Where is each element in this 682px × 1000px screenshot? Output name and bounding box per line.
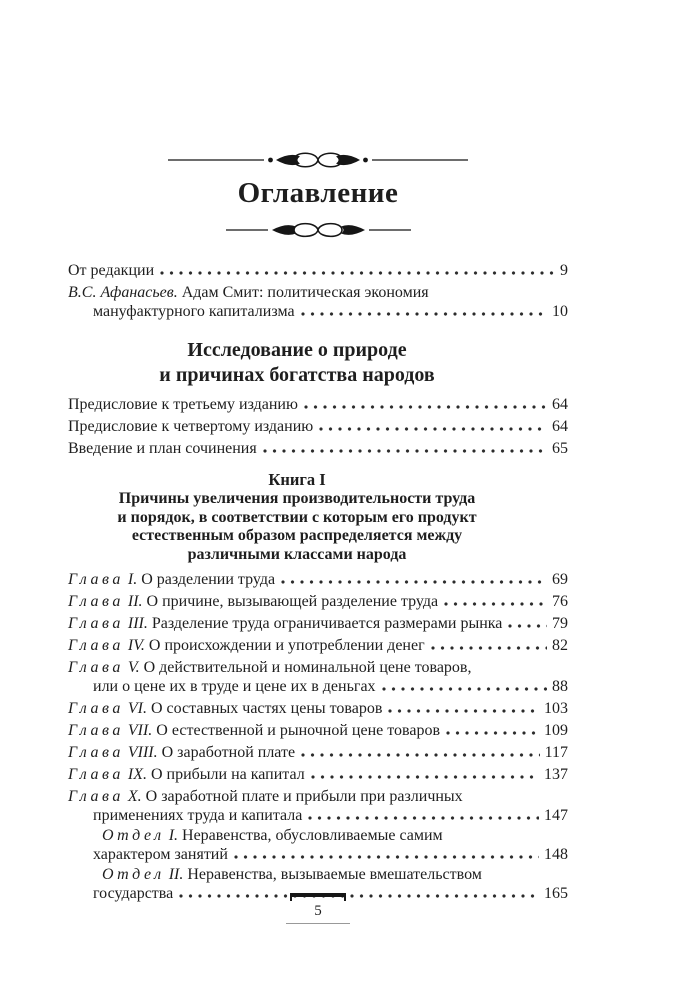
toc-entry — [68, 787, 568, 825]
dot-leader — [431, 646, 547, 650]
entry-title-text: характером занятий — [93, 846, 228, 863]
entry-title-text: или о цене их в труде и цене их в деньгах — [93, 678, 376, 695]
entry-text — [68, 592, 438, 611]
entry-text — [68, 636, 425, 655]
entry-title-text: Разделение труда ограничивается размерами рынка — [151, 615, 503, 632]
entry-page-number: 76 — [552, 593, 568, 610]
entry-line — [68, 283, 568, 302]
entry-text — [68, 743, 295, 762]
entry-title-text: Неравенства, обусловливаемые самим — [182, 827, 443, 844]
book-subtitle-line: различными классами народа — [187, 545, 407, 563]
entry-line — [68, 614, 568, 633]
entry-line — [68, 699, 568, 718]
dot-leader — [301, 312, 547, 316]
entry-page-number: 82 — [552, 637, 568, 654]
entry-title-text: О причине, вызывающей разделение труда — [146, 593, 439, 610]
dot-leader — [382, 687, 547, 691]
toc-entry — [68, 743, 568, 762]
footer-bottom-rule — [286, 923, 350, 924]
entry-page-number: 64 — [552, 396, 568, 413]
entry-page-number: 88 — [552, 678, 568, 695]
entry-lead: Глава — [68, 637, 124, 654]
entry-text — [102, 866, 482, 883]
toc-entry — [68, 261, 568, 280]
entry-page-number: 148 — [544, 846, 568, 863]
entry-lead-numeral: VIII. — [127, 744, 158, 761]
entry-line — [68, 845, 568, 864]
entry-line — [68, 570, 568, 589]
entry-lead: В.С. Афанасьев. — [68, 284, 178, 301]
toc-entry — [68, 439, 568, 458]
work-title-line: Исследование о природе — [187, 339, 407, 361]
entry-line — [68, 592, 568, 611]
toc-entry — [68, 570, 568, 589]
entry-title-text: государства — [93, 885, 174, 902]
entry-lead: Глава — [68, 788, 124, 805]
entry-text — [93, 806, 302, 825]
entry-lead-numeral: IX. — [127, 766, 147, 783]
entry-lead-numeral: IV. — [127, 637, 145, 654]
entry-page-number: 65 — [552, 440, 568, 457]
entry-text — [68, 284, 429, 301]
dot-leader — [388, 709, 539, 713]
entry-page-number: 117 — [544, 744, 568, 761]
book-subtitle-line: Причины увеличения производительности труда — [118, 490, 476, 507]
entry-line — [68, 302, 568, 321]
entry-lead: Глава — [68, 700, 124, 717]
dot-leader — [160, 271, 555, 275]
entry-title-text: Предисловие к третьему изданию — [68, 396, 298, 413]
entry-lead: Глава — [68, 766, 124, 783]
infinity-flourish-divider-small-icon — [226, 219, 411, 241]
entry-text — [68, 659, 471, 676]
entry-title-text: О заработной плате — [161, 744, 296, 761]
entry-lead-numeral: III. — [127, 615, 148, 632]
toc-entry — [68, 699, 568, 718]
book-heading — [68, 470, 526, 564]
entry-page-number: 147 — [544, 807, 568, 824]
entry-page-number: 79 — [552, 615, 568, 632]
entry-lead-numeral: II. — [127, 593, 143, 610]
entry-text — [102, 827, 443, 844]
entry-line — [68, 658, 568, 677]
dot-leader — [319, 427, 547, 431]
entry-page-number: 64 — [552, 418, 568, 435]
table-of-contents — [68, 261, 568, 903]
toc-section — [68, 570, 568, 903]
work-title-line: и причинах богатства народов — [159, 364, 435, 386]
entry-text — [93, 302, 295, 321]
entry-line — [68, 787, 568, 806]
entry-text — [68, 699, 382, 718]
entry-title-text: Предисловие к четвертому изданию — [68, 418, 314, 435]
book-subtitle-line: и порядок, в соответствии с которым его продукт — [117, 508, 477, 526]
toc-section — [68, 261, 568, 321]
entry-title-text: Адам Смит: политическая экономия — [181, 284, 429, 301]
toc-entry — [68, 417, 568, 436]
dot-leader — [446, 731, 539, 735]
entry-lead-numeral: X. — [127, 788, 142, 805]
entry-text — [68, 721, 440, 740]
toc-entry — [68, 721, 568, 740]
entry-title-text: Неравенства, вызываемые вмешательством — [187, 866, 482, 883]
dot-leader — [281, 580, 547, 584]
dot-leader — [444, 602, 547, 606]
dot-leader — [263, 449, 547, 453]
entry-title-text: мануфактурного капитализма — [93, 303, 295, 320]
dot-leader — [308, 816, 539, 820]
entry-text — [93, 845, 228, 864]
entry-lead: Отдел — [102, 827, 165, 844]
toc-section — [68, 395, 568, 458]
entry-title-text: О действительной и номинальной цене товаров, — [143, 659, 472, 676]
book-subtitle-line: естественным образом распределяется между — [131, 527, 463, 544]
entry-text — [68, 765, 305, 784]
entry-lead: Глава — [68, 571, 124, 588]
entry-lead: Глава — [68, 593, 124, 610]
entry-title-text: О происхождении и употреблении денег — [148, 637, 425, 654]
entry-lead-numeral: VI. — [127, 700, 147, 717]
entry-lead: Глава — [68, 615, 124, 632]
entry-text — [68, 417, 313, 436]
folio-page-number: 5 — [314, 903, 322, 919]
entry-lead-numeral: I. — [127, 571, 138, 588]
entry-lead-numeral: II. — [168, 866, 184, 883]
entry-title-text: О прибыли на капитал — [150, 766, 305, 783]
book-label: Книга I — [268, 470, 326, 489]
entry-page-number: 9 — [560, 262, 568, 279]
dot-leader — [301, 753, 540, 757]
dot-leader — [311, 775, 539, 779]
entry-lead-numeral: V. — [127, 659, 140, 676]
entry-lead: Глава — [68, 722, 124, 739]
entry-title-text: Введение и план сочинения — [68, 440, 257, 457]
entry-text — [68, 788, 463, 805]
toc-entry — [68, 765, 568, 784]
toc-entry — [68, 395, 568, 414]
dot-leader — [304, 405, 547, 409]
page-footer — [68, 893, 568, 924]
entry-line — [68, 743, 568, 762]
toc-entry — [68, 636, 568, 655]
entry-title-text: О составных частях цены товаров — [150, 700, 383, 717]
entry-line — [68, 439, 568, 458]
entry-page-number: 69 — [552, 571, 568, 588]
entry-line — [68, 806, 568, 825]
toc-entry — [68, 614, 568, 633]
entry-page-number: 109 — [544, 722, 568, 739]
toc-entry — [68, 283, 568, 321]
toc-entry — [68, 826, 568, 864]
entry-text — [68, 570, 275, 589]
dot-leader — [234, 855, 539, 859]
entry-line — [68, 826, 568, 845]
entry-text — [68, 614, 502, 633]
entry-line — [68, 677, 568, 696]
entry-page-number: 103 — [544, 700, 568, 717]
infinity-flourish-divider-icon — [168, 148, 468, 172]
entry-text — [93, 677, 376, 696]
entry-title-text: О естественной и рыночной цене товаров — [156, 722, 441, 739]
entry-lead-numeral: VII. — [127, 722, 153, 739]
entry-title-text: О разделении труда — [141, 571, 276, 588]
toc-entry — [68, 592, 568, 611]
entry-page-number: 137 — [544, 766, 568, 783]
entry-line — [68, 636, 568, 655]
dot-leader — [508, 624, 547, 628]
toc-entry — [68, 658, 568, 696]
entry-title-text: От редакции — [68, 262, 155, 279]
entry-lead: Отдел — [102, 866, 165, 883]
entry-line — [68, 765, 568, 784]
entry-line — [68, 417, 568, 436]
entry-text — [68, 395, 298, 414]
entry-title-text: применениях труда и капитала — [93, 807, 303, 824]
entry-title-text: О заработной плате и прибыли при различных — [145, 788, 463, 805]
page-title: Оглавление — [237, 177, 399, 209]
entry-line — [68, 721, 568, 740]
entry-lead: Глава — [68, 744, 124, 761]
entry-lead: Глава — [68, 659, 124, 676]
footer-top-rule — [290, 893, 346, 901]
entry-line — [68, 865, 568, 884]
entry-line — [68, 395, 568, 414]
entry-text — [68, 439, 257, 458]
entry-line — [68, 261, 568, 280]
work-title — [68, 338, 526, 388]
entry-text — [68, 261, 154, 280]
entry-page-number: 165 — [544, 885, 568, 902]
entry-page-number: 10 — [552, 303, 568, 320]
entry-lead-numeral: I. — [168, 827, 179, 844]
